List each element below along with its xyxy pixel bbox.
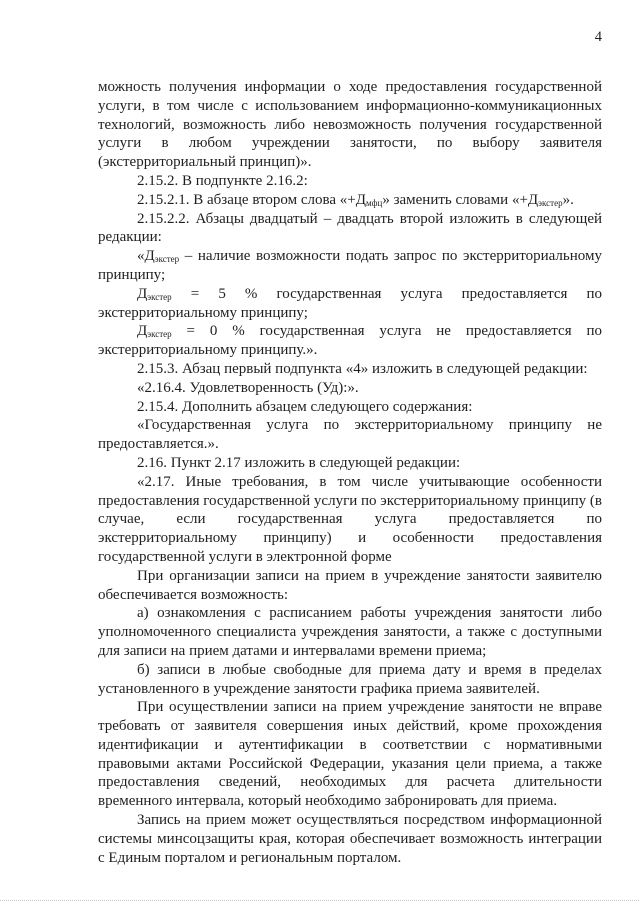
text-run: Д — [137, 285, 148, 302]
paragraph-p03 — [98, 191, 602, 210]
paragraph-p07 — [98, 322, 602, 360]
paragraph-p01: можность получения информации о ходе предоставления государственной услуги, в том числе с использованием информационно-коммуникационных технологий, возможность либо невозможность получения государственной услуги в любом учреждении занятости, по выбору заявителя (экстерриториальный принцип)». — [98, 79, 602, 171]
subscript-text: экстер — [154, 254, 180, 265]
text-run: = 0 % государственная услуга не предоставляется по экстерриториальному принципу.». — [98, 323, 602, 359]
subscript-text: экстер — [147, 291, 172, 302]
page-bottom-edge — [0, 900, 639, 901]
paragraph-p12: 2.16. Пункт 2.17 изложить в следующей редакции: — [137, 454, 461, 471]
paragraph-p06 — [98, 285, 602, 323]
paragraph-p05 — [98, 247, 602, 285]
text-run: » заменить словами «+Д — [382, 191, 539, 208]
paragraph-p04: 2.15.2.2. Абзацы двадцатый – двадцать второй изложить в следующей редакции: — [98, 210, 602, 246]
paragraph-p16: б) записи в любые свободные для приема дату и время в пределах установленного в учреждение занятости графика приема заявителей. — [98, 661, 602, 697]
paragraph-p13: «2.17. Иные требования, в том числе учитывающие особенности предоставления государственной услуги по экстерриториальному принципу (в случае, если государственная услуга предоставляется по экстерриториальному принципу) и особенности предоставления государственной услуги в электронной форме — [98, 473, 603, 565]
paragraph-p08: 2.15.3. Абзац первый подпункта «4» изложить в следующей редакции: — [137, 360, 588, 377]
subscript-text: экстер — [147, 329, 172, 340]
document-body — [98, 78, 602, 867]
paragraph-p09: «2.16.4. Удовлетворенность (Уд):». — [137, 379, 359, 396]
text-run: Д — [137, 323, 148, 340]
subscript-text: мфц — [365, 197, 383, 208]
paragraph-p02: 2.15.2. В подпункте 2.16.2: — [137, 172, 308, 189]
paragraph-p17: При осуществлении записи на прием учреждение занятости не вправе требовать от заявителя совершения иных действий, кроме прохождения идентификации и аутентификации в соответствии с нормативными правовыми актами Российской Федерации, указания цели приема, а также предоставления сведений, необходимых для расчета длительности временного интервала, который необходимо забронировать для приема. — [98, 699, 602, 810]
text-run: ». — [562, 191, 574, 208]
paragraph-p14: При организации записи на прием в учреждение занятости заявителю обеспечивается возможность: — [98, 567, 602, 603]
text-run: 2.15.2.1. В абзаце втором слова «+Д — [137, 191, 366, 208]
paragraph-p18: Запись на прием может осуществляться посредством информационной системы минсоцзащиты края, которая обеспечивает возможность интеграции с Единым порталом и региональным порталом. — [98, 812, 602, 866]
subscript-text: экстер — [538, 197, 563, 208]
text-run: – наличие возможности подать запрос по экстерриториальному принципу; — [98, 248, 602, 283]
page-number: 4 — [594, 29, 602, 45]
paragraph-p10: 2.15.4. Дополнить абзацем следующего содержания: — [137, 398, 473, 415]
text-run: «Д — [137, 248, 155, 265]
text-run: = 5 % государственная услуга предоставляется по экстерриториальному принципу; — [98, 285, 602, 321]
paragraph-p15: а) ознакомления с расписанием работы учреждения занятости либо уполномоченного специалиста учреждения занятости, а также с доступными для записи на прием датами и интервалами времени приема; — [98, 605, 602, 659]
paragraph-p11: «Государственная услуга по экстерриториальному принципу не предоставляется.». — [98, 417, 602, 453]
